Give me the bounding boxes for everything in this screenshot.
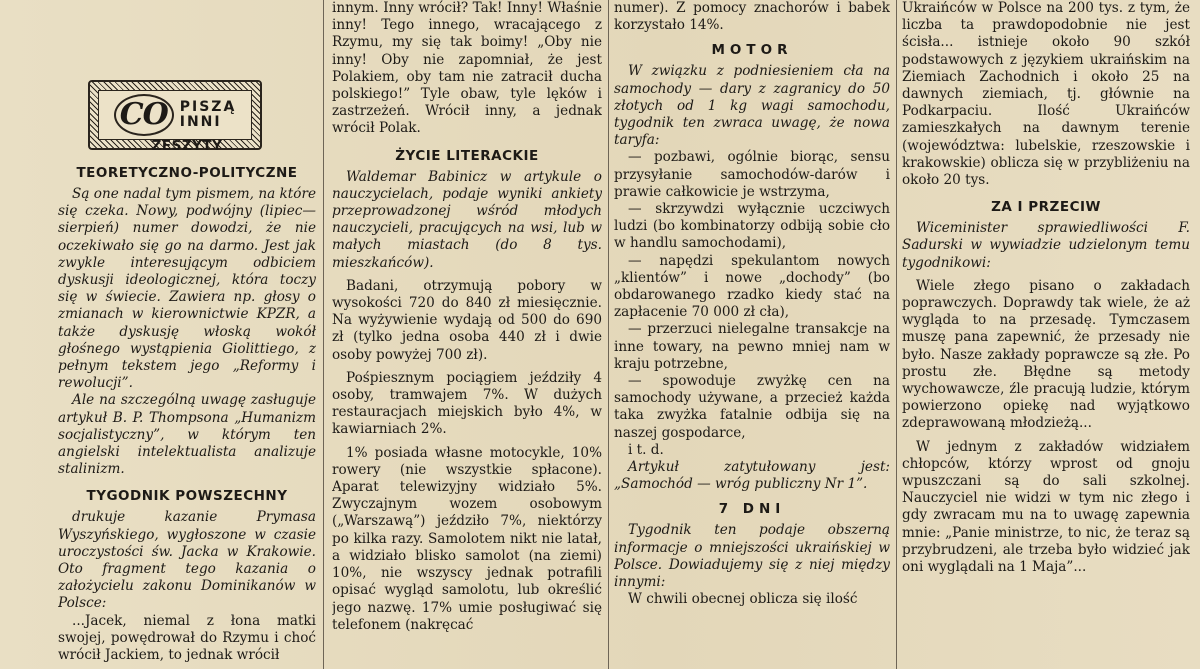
column-rule — [323, 0, 324, 669]
column-1 — [58, 72, 316, 669]
paragraph: W chwili obecnej oblicza się ilość — [628, 591, 858, 608]
paragraph: Waldemar Babinicz w artykule o nauczycielach, podaje wyniki ankiety przeprowadzonej wśród młodych nauczycieli, pracujących na wsi, lub w małych miastach (do 8 tys. mieszkańców). — [332, 168, 602, 271]
paragraph: Ale na szczególną uwagę zasługuje artykuł B. P. Thompsona „Humanizm socjalistyczny”, w którym ten angielski intelektualista analizuje stalinizm. — [58, 392, 316, 478]
column-3 — [614, 0, 890, 669]
paragraph: Wiele złego pisano o zakładach poprawczych. Doprawdy tak wiele, że aż wygląda to na przesadę. Tymczasem muszę pana zapewnić, że przesady nie było. Nasze zakłady poprawcze są złe. Po prostu złe. Błędne są metody wychowawcze, źle pracują ludzie, którym powierzono opiekę nad wyjątkowo zdeprawowaną młodzieżą... — [902, 277, 1190, 432]
section-heading: TYGODNIK POWSZECHNY — [86, 488, 288, 505]
paragraph: Pośpiesznym pociągiem jeździły 4 osoby, tramwajem 7%. W dużych restauracjach miejskich było 4%, w kawiarniach 2%. — [332, 369, 602, 438]
paragraph: — spowoduje zwyżkę cen na samochody używane, a przecież każda taka zwyżka fatalnie odbija się na naszej gospodarce, — [614, 373, 890, 441]
paragraph: drukuje kazanie Prymasa Wyszyńskiego, wygłoszone w czasie uroczystości św. Jacka w Krakowie. Oto fragment tego kazania o założycielu zakonu Dominikanów w Polsce: — [58, 509, 316, 612]
paragraph: Artykuł zatytułowany jest: „Samochód — wróg publiczny Nr 1”. — [614, 459, 890, 493]
logo-co: CO — [114, 94, 174, 136]
paragraph: numer). Z pomocy znachorów i babek korzystało 14%. — [614, 0, 890, 34]
paragraph: W związku z podniesieniem cła na samochody — dary z zagranicy do 50 złotych od 1 kg wagi samochodu, tygodnik ten zwraca uwagę, że nowa taryfa: — [614, 63, 890, 149]
logo-word-top: PISZĄ — [179, 99, 237, 115]
column-4 — [902, 0, 1190, 669]
paragraph: i t. d. — [628, 441, 664, 458]
section-heading: ŻYCIE LITERACKIE — [395, 147, 539, 164]
paragraph: — skrzywdzi wyłącznie uczciwych ludzi (bo kombinatorzy odbiją sobie cło w handlu samochodami), — [614, 201, 890, 252]
logo-word-bottom: INNI — [179, 114, 222, 130]
paragraph: 1% posiada własne motocykle, 10% rowery (nie wszystkie spłacone). Aparat telewizyjny widziało 5%. Zwyczajnym wozem osobowym („Warszawą”) jeździło 7%, niektórzy po kilka razy. Samolotem nikt nie latał, a widziało blisko samolot (na ziemi) 10%, nie wszyscy jednak potrafili opisać wygląd samolotu, lub określić jego nazwę. 17% umie posługiwać się telefonem (nakręcać — [332, 444, 602, 633]
column-rule — [608, 0, 609, 669]
section-heading: 7 DNI — [718, 501, 786, 518]
section-heading: ZESZYTY — [151, 138, 223, 154]
paragraph: Są one nadal tym pismem, na które się czeka. Nowy, podwójny (lipiec—sierpień) numer dowodzi, że nie oczekiwało się go na darmo. Jest jak zwykle interesującym odbiciem dyskusji ideologicznej, która toczy się w świecie. Zawiera np. głosy o zmianach w kierownictwie KPZR, a także dyskusję włoską wokół głośnego wystąpienia Giolittiego, z pełnym tekstem jego „Reformy i rewolucji”. — [58, 186, 316, 392]
paragraph: — przerzuci nielegalne transakcje na inne towary, na pewno mniej nam w kraju potrzebne, — [614, 321, 890, 372]
paragraph: Ukraińców w Polsce na 200 tys. z tym, że liczba ta prawdopodobnie nie jest ścisła... istnieje około 90 szkół podstawowych z językiem ukraińskim na Ziemiach Zachodnich i około 25 na dawnych ziemiach, tj. głównie na Podkarpaciu. Ilość Ukraińców zamieszkałych na dawnym terenie (województwa: lubelskie, rzeszowskie i krakowskie) oblicza się w przybliżeniu na około 20 tys. — [902, 0, 1190, 189]
section-heading: MOTOR — [711, 42, 793, 59]
paragraph: ...Jacek, niemal z łona matki swojej, powędrował do Rzymu i choć wrócił Jackiem, to jednak wrócił — [58, 612, 316, 664]
column-rule — [896, 0, 897, 669]
paragraph: innym. Inny wrócił? Tak! Inny! Właśnie inny! Tego innego, wracającego z Rzymu, my się tak boimy! „Oby nie inny! Oby nie zapomniał, że jest Polakiem, oby tam nie zatracił ducha polskiego!” Tyle obaw, tyle lęków i zastrzeżeń. Wrócił inny, a jednak wrócił Polak. — [332, 0, 602, 137]
paragraph: — pozbawi, ogólnie biorąc, sensu przysyłanie samochodów-darów i prawie całkowicie je wstrzyma, — [614, 149, 890, 200]
paragraph: W jednym z zakładów widziałem chłopców, którzy wprost od gnoju wpuszczani są do sali szkolnej. Nauczyciel nie widzi w tym nic złego i gdy zwracam mu na to uwagę zapewnia mnie: „Panie ministrze, to nic, że teraz są przybrudzeni, ale trzeba było widzieć jak oni wyglądali na 1 Maja”... — [902, 438, 1190, 576]
section-heading: TEORETYCZNO-POLITYCZNE — [76, 165, 298, 181]
section-heading: ZA I PRZECIW — [991, 199, 1101, 216]
column-2 — [332, 0, 602, 669]
paragraph: Tygodnik ten podaje obszerną informacje o mniejszości ukraińskiej w Polsce. Dowiadujemy się z niej między innymi: — [614, 522, 890, 591]
paragraph: Wiceminister sprawiedliwości F. Sadurski w wywiadzie udzielonym temu tygodnikowi: — [902, 220, 1190, 271]
paragraph: — napędzi spekulantom nowych „klientów” i nowe „dochody” (bo obdarowanego rzadko kiedy stać na zapłacenie 70 000 zł cła), — [614, 252, 890, 321]
paragraph: Badani, otrzymują pobory w wysokości 720 do 840 zł miesięcznie. Na wyżywienie wydają od 500 do 690 zł (tylko jedna osoba 440 zł i dwie osoby powyżej 700 zł). — [332, 277, 602, 363]
